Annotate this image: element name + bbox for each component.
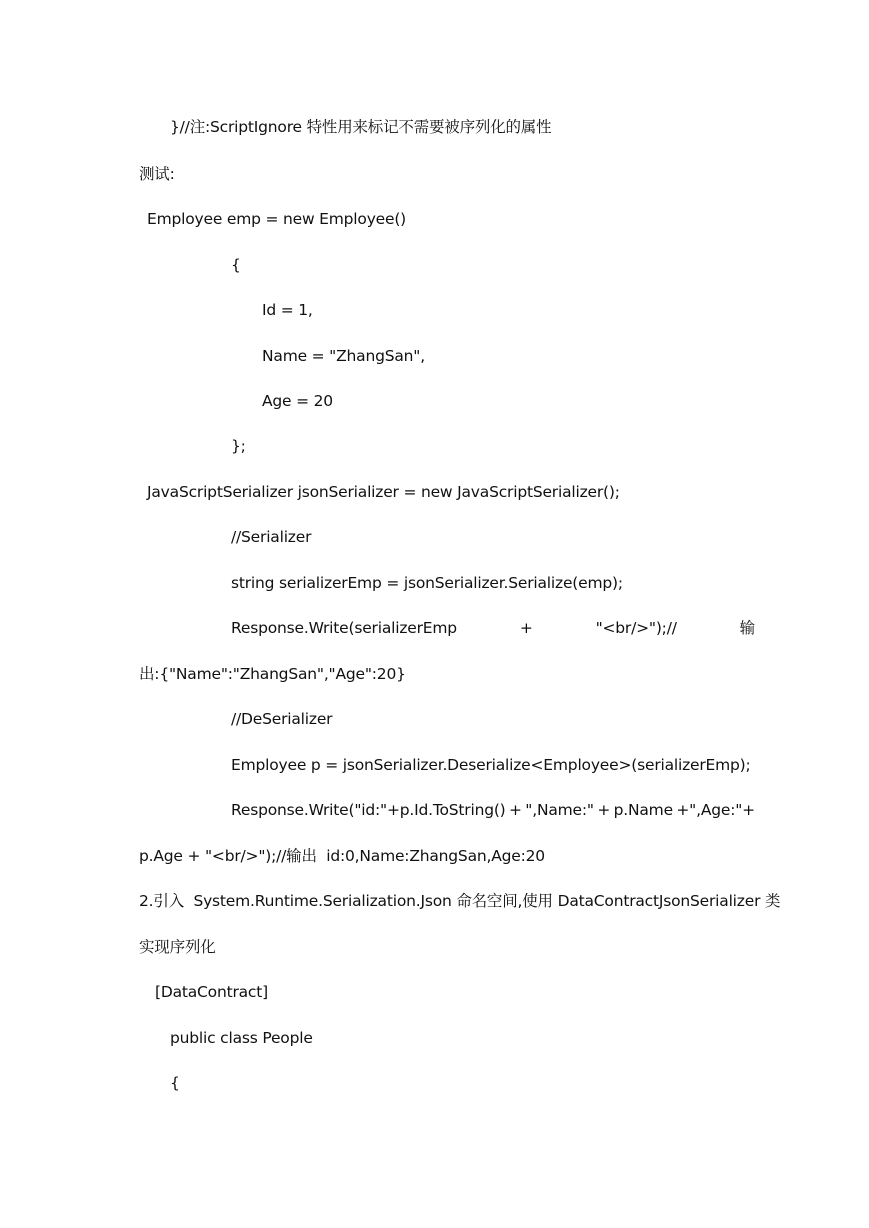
code-line-name: Name = "ZhangSan", [262,347,425,365]
code-token: 输 [739,619,755,637]
code-line-deserialize: Employee p = jsonSerializer.Deserialize<Employee>(serializerEmp); [231,756,751,774]
code-class-people: public class People [170,1029,313,1047]
test-heading: 测试: [139,165,175,183]
code-line-serialize: string serializerEmp = jsonSerializer.Serialize(emp); [231,574,623,592]
code-output-1: 出:{"Name":"ZhangSan","Age":20} [139,665,406,683]
code-line-response-write-2 [231,800,755,820]
code-class-open-brace: { [170,1074,180,1092]
code-output-2: p.Age + "<br/>");//输出 id:0,Name:ZhangSan,Age:20 [139,847,545,865]
code-line-id: Id = 1, [262,301,313,319]
code-token: ",Name:" [525,801,594,819]
code-token: +",Age:"+ [676,801,755,819]
code-token: "<br/>");// [595,619,677,637]
code-comment-deserializer: //DeSerializer [231,710,333,728]
code-line-employee-new: Employee emp = new Employee() [147,210,407,228]
code-line-age: Age = 20 [262,392,333,410]
code-line-close-brace: }; [231,437,246,455]
code-line-response-write-1 [231,618,755,638]
section-2-heading: 2.引入 System.Runtime.Serialization.Json 命名空间,使用 DataContractJsonSerializer 类 [139,892,781,910]
code-token: Response.Write("id:"+p.Id.ToString() [231,801,506,819]
code-token: + [509,801,522,819]
code-line-serializer-new: JavaScriptSerializer jsonSerializer = new JavaScriptSerializer(); [147,483,620,501]
code-line-open-brace: { [231,256,241,274]
section-2-heading-cont: 实现序列化 [139,938,216,956]
code-token: p.Name [613,801,673,819]
code-token: + [519,619,533,637]
code-token: Response.Write(serializerEmp [231,619,457,637]
code-comment-serializer: //Serializer [231,528,312,546]
code-attribute-datacontract: [DataContract] [155,983,268,1001]
comment-scriptignore: }//注:ScriptIgnore 特性用来标记不需要被序列化的属性 [170,118,552,136]
code-token: + [597,801,611,819]
